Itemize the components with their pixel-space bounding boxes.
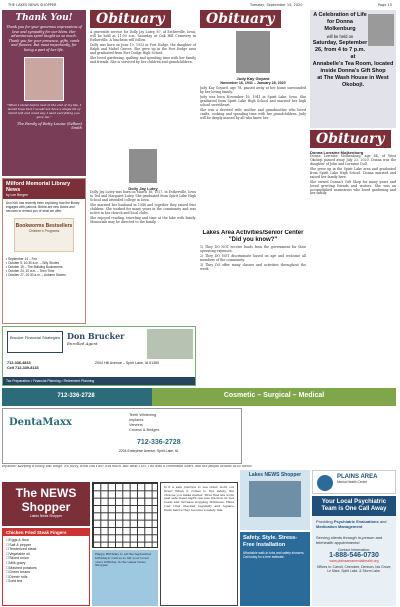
obituary-body: [200, 87, 306, 121]
recipe-item: ☐ Dinner rolls: [6, 575, 86, 580]
thank-you-signature: The Family of Betty Louise (Selken) Smith: [16, 121, 82, 131]
issue-date: Tuesday, September 15, 2020: [250, 3, 303, 7]
recipe-item: ☐ Iced tea: [6, 579, 86, 584]
brucker-phones: [7, 361, 39, 371]
obituary-paragraph: She enjoyed reading, traveling and time at the lake with family. Memorials may be directed to the family.: [90, 215, 196, 224]
psychiatric-phone: 1-888-546-0730: [329, 552, 379, 559]
celebration-title: A Celebration of Life for Donna Molkenburg: [313, 12, 367, 32]
obituary-body: [90, 191, 196, 225]
memorial-photo: [24, 57, 64, 101]
recipe-list: [3, 536, 89, 586]
dentamaxx-service: Implants: [129, 418, 144, 422]
dentamaxx-service: Teeth Whitening: [129, 413, 157, 417]
library-events: [3, 255, 85, 279]
plains-area-logo: [312, 470, 396, 494]
obituary-paragraph: Dolly Jay Lutey was born on March 16, 1927, in Estherville, Iowa to Ted and Margaret Lutey. She graduated from Spirit Lake High School and attended college in Iowa.: [90, 190, 196, 202]
dentamaxx-service: Crowns & Bridges: [129, 428, 160, 432]
shopper-title: The NEWS Shopper: [15, 486, 77, 514]
dental-banner-phone: 712-336-2728: [57, 393, 95, 399]
obituary-lower: [90, 146, 196, 324]
psychiatric-offices: Offices in: Carroll, Cherokee, Denison, Ida Grove, Le Mars, Spirit Lake, & Storm Lake.: [316, 565, 392, 574]
library-event: • September 14 – Fox: [6, 257, 37, 261]
safety-title: Safety. Style. Stress-Free Installation: [243, 535, 298, 548]
celebration-of-life: [310, 10, 396, 128]
psychiatric-text: Providing: [316, 519, 333, 524]
thank-you-message: Thank you for your generous expressions of love and sympathy for our Mom. Her adventurous spirit taught us so much. Thank you for your presence, gifts, cards and flowers. But most importantly, for being a part of her life.: [6, 25, 82, 52]
recipe-checklist: [2, 528, 90, 606]
obituary-name: Judy Kay Goyard: [236, 76, 270, 81]
obituary-body: [310, 155, 396, 196]
plains-sub: Mental Health Center: [337, 480, 368, 484]
dentamaxx-address: 2204 Enterprise Avenue, Spirit Lake, IA: [119, 449, 179, 453]
obituary-paragraph: Donna Lorraine Molkenburg, age 84, of West Okoboji passed away July 23, 2020. Donna was the daughter of John and Lorraine Doll.: [310, 154, 396, 166]
obituary-dates: November 16, 1941 – January 28, 2020: [220, 81, 286, 85]
paper-name: THE LAKES NEWS SHOPPER: [8, 3, 57, 7]
celebration-line: Saturday, September 26, from 4 to 7 p.m. at: [312, 40, 368, 60]
brucker-title: Enrolled Agent: [67, 341, 98, 346]
lakes-area-body: [200, 246, 306, 272]
obituary-heading: Obituary: [200, 10, 281, 28]
obituary-paragraph: Judy was born November 16, 1941 in Spirit Lake, Iowa. She graduated from Spirit Lake High School and married her high school sweetheart.: [200, 95, 306, 107]
obituary-paragraph: She loved gardening, quilting and spending time with her family and friends. She is survived by her children and grandchildren.: [90, 55, 196, 64]
lakes-area-senior-center: [200, 230, 306, 326]
dental-banner-ad: [2, 388, 396, 406]
library-event: • October 5, 10:30 a.m. – Silly Stories: [6, 261, 60, 265]
birthday-notice: Happy Birthday to all the September birthdays! Call us to list your loved one's birthday in the Lakes News Shopper.: [92, 550, 158, 606]
celebration-line: at The Wash House in West Okoboji.: [317, 75, 389, 88]
library-event: • October 27, 10:30 a.m. – Autumn Stories: [6, 273, 66, 277]
library-intro: Ann Kirk has recently been exploring how the library engages with patrons. Below are new books and services to remind you of what we offer.: [6, 201, 80, 213]
obituary-photo: [236, 31, 270, 73]
lakes-news-title: Lakes NEWS Shopper: [248, 472, 302, 478]
obituary-paragraph: A graveside service for Dolly Jay Lutey, 87, of Estherville, Iowa, will be held at 11:00 a.m. Saturday at Oak Hill Cemetery in Estherville. A luncheon will follow.: [90, 30, 196, 42]
obituary-paragraph: Judy Kay Goyard, age 78, passed away at her home surrounded by her loving family.: [200, 86, 306, 94]
psychiatric-url[interactable]: www.plainsareamentalhealth.org: [329, 559, 379, 563]
dentamaxx-phone: 712-336-2728: [137, 439, 181, 446]
plains-title: PLAINS AREA: [337, 474, 378, 480]
brucker-logo: Brucker Financial Strategies: [7, 331, 63, 353]
lakes-area-title: Lakes Area Activities/Senior Center "Did you know?": [202, 230, 304, 243]
recipe-item: ☐ Mashed potatoes: [6, 566, 86, 571]
recipe-item: ☐ Sliced onion: [6, 556, 86, 561]
plains-logo-icon: [317, 475, 333, 491]
dentamaxx-ad: [2, 408, 242, 464]
thank-you-title: Thank You!: [15, 13, 73, 23]
psychiatric-service: Medication Management: [316, 524, 363, 529]
thank-you-notice: [2, 10, 86, 176]
obituary-molkenburg: [310, 130, 396, 324]
obituary-goyard: [200, 10, 306, 200]
library-event: • October 24, 10 a.m. – Teen Time: [6, 269, 55, 273]
psychiatric-contact-label: Contact Information:: [337, 548, 371, 552]
library-byline: by Lee Bergen: [6, 193, 29, 197]
recipe-title: Chicken Fried Steak Fingers: [3, 529, 89, 536]
recipe-item: ☐ Green beans: [6, 570, 86, 575]
lakes-area-item: 2) They DO NOT discriminate based on age and welcome all members of the community.: [200, 254, 306, 262]
bookworms-title: Bookworms Bestsellers: [15, 223, 73, 229]
recipe-item: ☐ Eggs & flour: [6, 538, 86, 543]
obituary-lutey: [90, 10, 196, 146]
psychiatric-serving: Serving clients through in-person and telehealth appointments!: [316, 535, 383, 545]
brucker-financial-ad: [2, 326, 196, 386]
library-news: [2, 178, 86, 324]
celebration-line: will be held on: [326, 34, 354, 39]
psychiatric-service: Psychiatric Evaluations: [333, 519, 379, 524]
obituary-name: Dolly Jay Lutey: [128, 186, 158, 191]
puzzle-grid: [92, 482, 158, 548]
tire-safety-article: Is it a safe practice to use older, worn out tires? When it comes to tire safety, the choices you make matter. Tires that are worn past safe tread depth can lose traction on wet roads and increase stopping distances. Have your tires checked regularly and replace them before they become a safety risk.: [160, 482, 238, 606]
news-shopper-logo: [2, 482, 90, 526]
psychiatric-text: and: [379, 519, 387, 524]
psychiatric-services: [312, 516, 396, 532]
page-number: Page 15: [377, 3, 392, 7]
shopper-sub: Lakes News Shopper: [29, 514, 63, 518]
lakes-area-item: 1) They DO NOT receive funds from the government for their operating expenses.: [200, 245, 306, 253]
brucker-phone: 712-336-4833: [7, 361, 31, 365]
obituary-paragraph: She married her husband in 1948 and together they raised four children. She worked for many years in the community and was active in her church and local clubs.: [90, 202, 196, 215]
psychiatric-team-ad: [312, 496, 396, 606]
obituary-paragraph: She was a devoted wife, mother and grandmother who loved crafts, cooking and spending time with her grandchildren. Judy will be deeply missed by all who knew her.: [200, 108, 306, 120]
safety-text: Affordable walk-in tubs and safety showers. Call today for a free estimate.: [243, 551, 305, 559]
walk-in-tub-ad: [240, 532, 310, 606]
dental-banner-tagline: Cosmetic – Surgical – Medical: [152, 388, 396, 406]
brucker-name: Don Brucker: [67, 331, 125, 341]
library-banner: [3, 179, 85, 199]
bookworms-sub: Children's Programs: [28, 229, 60, 233]
psychiatric-title: Your Local Psychiatric Team is One Call Away: [312, 496, 396, 516]
obituary-paragraph: She grew up in the Spirit Lake area and graduated from Spirit Lake High School. Donna married and raised her family here.: [310, 166, 396, 179]
lakes-news-image: [249, 481, 301, 517]
running-header: [0, 2, 400, 10]
dentamaxx-services: [129, 413, 159, 433]
obituary-paragraph: She owned Donna's Gift Shop for many years and loved greeting friends and visitors. She was an accomplished seamstress who loved gardening and her family.: [310, 179, 396, 196]
brucker-services: Tax Preparation • Financial Planning • Retirement Planning: [3, 377, 195, 385]
celebration-notice: [310, 10, 396, 91]
obituary-body: [90, 31, 196, 65]
library-event: • October 19 – The Building Bookworms: [6, 265, 63, 269]
brucker-photo: [147, 329, 193, 359]
celebration-line: Annabelle's Tea Room, located inside Donna's Gift Shop: [312, 61, 394, 74]
lakes-news-ad: [240, 470, 310, 530]
obituary-photo: [129, 149, 157, 183]
inflation-column: Inflation: Keeping it heavy and tough. No fuzzy. What can I do? Not much. But what I DO, I do with a committed heart, and the people around us to notice.: [2, 465, 253, 468]
recipe-item: ☐ Milk gravy: [6, 561, 86, 566]
thank-you-quote: "When I stand before God at the end of my life, I would hope that I would not have a single bit of talent left and could say, I used everything you gave me.": [6, 102, 82, 119]
obituary-heading: Obituary: [310, 130, 391, 148]
obituary-heading: Obituary: [90, 10, 171, 28]
recipe-item: ☐ Tenderized steak: [6, 547, 86, 552]
obituary-paragraph: Dolly was born on June 19, 1933 in Fort Dodge, the daughter of Ralph and Mabel Graves. She grew up in the Fort Dodge area and graduated from Fort Dodge High School.: [90, 42, 196, 55]
lakes-area-item: 3) They DO offer many classes and activities throughout the week.: [200, 263, 306, 272]
recipe-item: ☐ Vegetable oil: [6, 552, 86, 557]
library-title: Milford Memorial Library News: [6, 181, 71, 193]
dentamaxx-service: Veneers: [129, 423, 143, 427]
brucker-cell: Cell 712-339-8133: [7, 366, 39, 370]
brucker-address: 2004 Hill Avenue – Spirit Lake, IA 51360: [95, 361, 160, 365]
celebration-photo: [368, 14, 394, 46]
obituary-name: Donna Lorraine Molkenburg: [310, 150, 364, 155]
dentamaxx-logo: DentaMaxx: [9, 417, 72, 428]
bookworms-logo: [14, 218, 74, 252]
recipe-item: ☐ Salt & pepper: [6, 543, 86, 548]
